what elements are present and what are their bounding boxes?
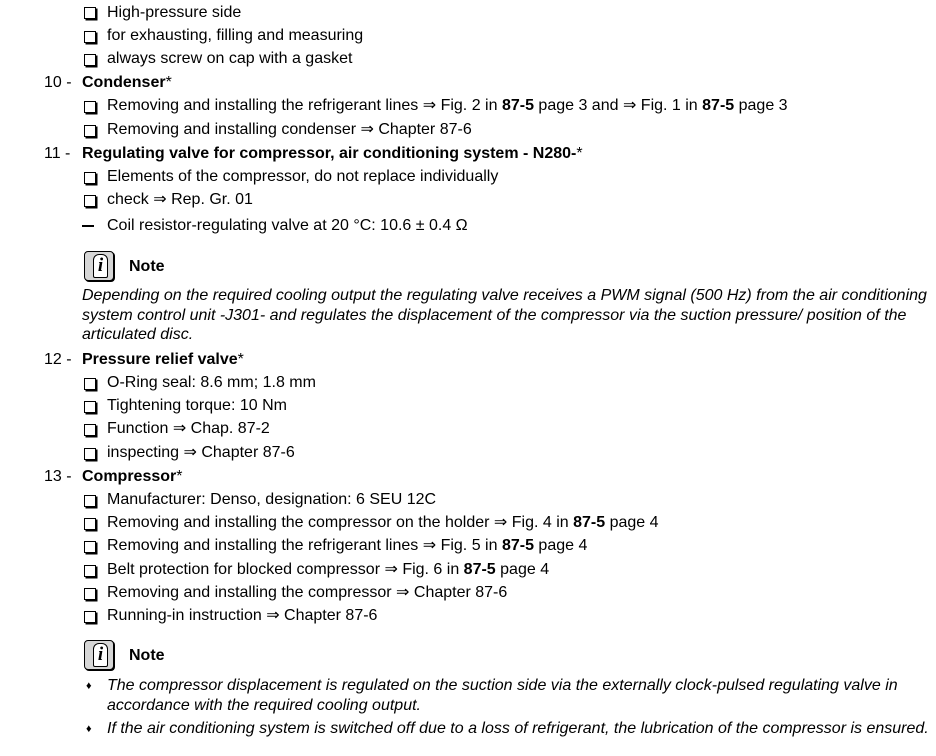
- checkbox-icon: [84, 448, 96, 460]
- list-item: [107, 560, 549, 580]
- checkbox-icon: [84, 172, 96, 184]
- note-bullet-text: If the air conditioning system is switched off due to a loss of refrigerant, the lubrication of the compressor is ensured.: [107, 720, 929, 737]
- reference-link[interactable]: 87-5: [573, 514, 606, 531]
- item-text: Removing and installing the refrigerant lines ⇒ Fig. 2 in: [107, 97, 502, 114]
- checkbox-icon: [84, 7, 96, 19]
- note-text: Depending on the required cooling output the regulating valve receives a PWM signal (500 Hz) from the air conditioning system control unit -J301- and regulates the displacement of the compressor via the suction pressure/ position of the articulated disc.: [82, 287, 927, 343]
- section-heading-13: [44, 467, 182, 487]
- section-title: Condenser: [82, 74, 166, 91]
- section-number: 13 -: [44, 468, 72, 485]
- section-title: Regulating valve for compressor, air conditioning system - N280-: [82, 145, 577, 162]
- asterisk: *: [176, 468, 183, 485]
- section-title: Pressure relief valve: [82, 351, 238, 368]
- checkbox-icon: [84, 611, 96, 623]
- checkbox-icon: [84, 424, 96, 436]
- section-heading-10: [44, 73, 172, 93]
- list-item: Tightening torque: 10 Nm: [107, 397, 287, 414]
- asterisk: *: [237, 351, 244, 368]
- info-icon: i: [84, 640, 114, 670]
- checkbox-icon: [84, 54, 96, 66]
- section-title: Compressor: [82, 468, 177, 485]
- checkbox-icon: [84, 195, 96, 207]
- list-item: always screw on cap with a gasket: [107, 50, 353, 67]
- list-item: O-Ring seal: 8.6 mm; 1.8 mm: [107, 374, 316, 391]
- note-bullet-text: The compressor displacement is regulated on the suction side via the externally clock-pulsed regulating valve in accordance with the required cooling output.: [107, 677, 898, 714]
- item-text: Removing and installing the compressor on the holder ⇒ Fig. 4 in: [107, 514, 574, 531]
- checkbox-icon: [84, 495, 96, 507]
- list-item: High-pressure side: [107, 4, 242, 21]
- list-item: inspecting ⇒ Chapter 87-6: [107, 444, 295, 461]
- checkbox-icon: [84, 518, 96, 530]
- list-item: Removing and installing the compressor ⇒ Chapter 87-6: [107, 584, 508, 601]
- note-label: Note: [129, 647, 165, 664]
- section-number: 11 -: [44, 145, 71, 162]
- item-text: page 4: [605, 514, 659, 531]
- checkbox-icon: [84, 541, 96, 553]
- list-item: Coil resistor-regulating valve at 20 °C: 10.6 ± 0.4 Ω: [107, 217, 468, 234]
- item-text: page 3: [734, 97, 788, 114]
- item-text: Removing and installing the refrigerant lines ⇒ Fig. 5 in: [107, 537, 502, 554]
- checkbox-icon: [84, 31, 96, 43]
- item-text: page 3 and ⇒ Fig. 1 in: [533, 97, 703, 114]
- section-number: 12 -: [44, 351, 72, 368]
- list-item: check ⇒ Rep. Gr. 01: [107, 191, 253, 208]
- list-item: Function ⇒ Chap. 87-2: [107, 420, 270, 437]
- note-label: Note: [129, 258, 165, 275]
- dash-icon: [82, 225, 94, 227]
- section-heading-12: [44, 350, 244, 370]
- asterisk: *: [165, 74, 172, 91]
- list-item: Running-in instruction ⇒ Chapter 87-6: [107, 607, 378, 624]
- checkbox-icon: [84, 565, 96, 577]
- list-item: [107, 96, 788, 116]
- list-item: Removing and installing condenser ⇒ Chapter 87-6: [107, 121, 472, 138]
- checkbox-icon: [84, 378, 96, 390]
- checkbox-icon: [84, 588, 96, 600]
- item-text: page 4: [495, 561, 550, 578]
- reference-link[interactable]: 87-5: [501, 537, 534, 554]
- asterisk: *: [576, 145, 583, 162]
- diamond-bullet-icon: ♦: [86, 723, 92, 735]
- list-item: for exhausting, filling and measuring: [107, 27, 364, 44]
- item-text: page 4: [533, 537, 588, 554]
- checkbox-icon: [84, 125, 96, 137]
- list-item: [107, 536, 587, 556]
- reference-link[interactable]: 87-5: [463, 561, 496, 578]
- info-icon: i: [84, 251, 114, 281]
- list-item: [107, 513, 659, 533]
- checkbox-icon: [84, 101, 96, 113]
- section-heading-11: [44, 144, 583, 164]
- diamond-bullet-icon: ♦: [86, 680, 92, 692]
- item-text: Belt protection for blocked compressor ⇒ Fig. 6 in: [107, 561, 464, 578]
- list-item: Manufacturer: Denso, designation: 6 SEU 12C: [107, 491, 437, 508]
- checkbox-icon: [84, 401, 96, 413]
- section-number: 10 -: [44, 74, 72, 91]
- reference-link[interactable]: 87-5: [501, 97, 534, 114]
- reference-link[interactable]: 87-5: [702, 97, 735, 114]
- list-item: Elements of the compressor, do not replace individually: [107, 168, 499, 185]
